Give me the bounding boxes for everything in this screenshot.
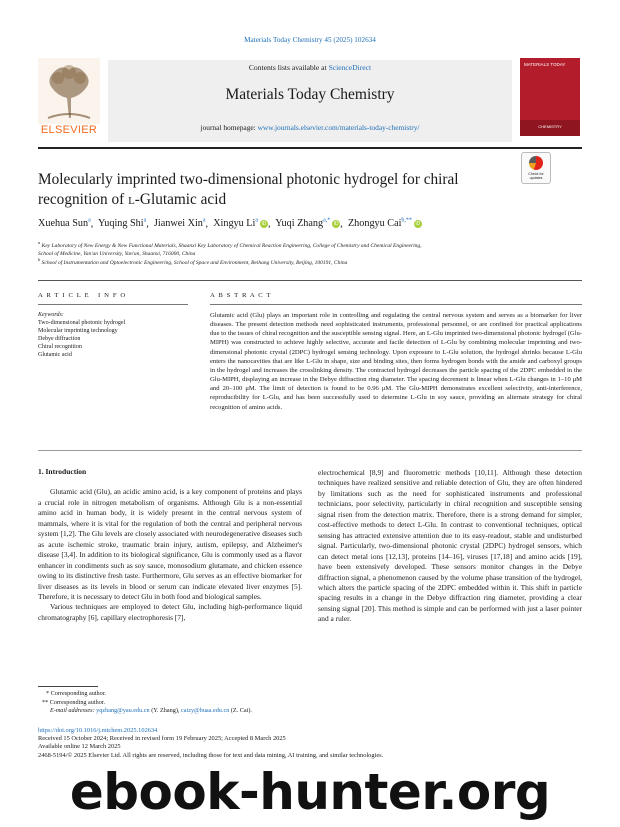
copyright: 2468-5194/© 2025 Elsevier Ltd. All rights are reserved, including those for text and data mining, AI training, and similar technologies. [38,751,384,759]
introduction-heading: 1. Introduction [38,467,87,476]
available-online: Available online 12 March 2025 [38,743,121,751]
check-updates-icon [529,156,543,170]
keyword: Two-dimensional photonic hydrogel [38,320,126,327]
journal-citation[interactable]: Materials Today Chemistry 45 (2025) 102634 [244,36,376,44]
footnote-emails [38,707,338,716]
abstract-heading: A B S T R A C T [210,292,272,299]
elsevier-wordmark: ELSEVIER [40,124,98,136]
email-link-zhang[interactable]: yqzhang@yau.edu.cn [96,707,150,715]
sciencedirect-link[interactable]: ScienceDirect [328,63,372,72]
author[interactable] [213,218,268,229]
abstract-text: Glutamic acid (Glu) plays an important role in controlling and regulating the central nervous system and serves as a biomarker for liver diseases. The present detection methods need sophisticated instruments, professional personnel, or are confined for practical applications due to the issues of chiral recognition and the susceptible sensing signal. Here, an L-Glu imprinted two-dimensional photonic hydrogel (Glu-MIPH) was constructed to achieve highly selective, accurate and facile detection of L-Glu by combining molecular imprinting and two-dimensional photonic crystal (2DPC) hydrogel sensing technology. Upon exposure to L-Glu solution, the hydrogel shrinks because L-Glu enters the nanocavities that are like L-Glu in shape, size and binding sites, then forms hydrogen bonds with the amide and carboxyl groups in the hydrogel and increases the crosslinking density. The contracted hydrogel decreases the particle spacing of the 2DPC embedded in the Glu-MIPH, displaying an increase in the Debye diffraction ring diameter. The spacing decrement is linear when L-Glu changes in 1–10 μM and 20–100 μM. The limit of detection is found to be 0.96 μM. The Glu-MIPH demonstrates excellent selectivity, anti-interference, reproducibility for L-Glu, and has been successfully used to determine L-Glu in soy sauce, providing an alternate strategy for chiral recognition of amino acids. [210,312,582,411]
author[interactable] [275,218,340,229]
email-owner-zhang: (Y. Zhang), [149,707,181,715]
author-name: Jianwei Xin [153,218,203,230]
author-name: Xingyu Li [213,218,256,230]
title-suffix: -Glutamic acid [134,191,227,208]
keywords-label: Keywords: [38,312,64,318]
intro-paragraph-2: Various techniques are employed to detect Glu, including high-performance liquid chromatography [6], capillary electrophoresis [7], [38,602,302,622]
article-footer [38,727,582,760]
author[interactable] [38,218,91,229]
contents-prefix: Contents lists available at [248,63,329,72]
header-rule [38,147,582,149]
received-dates: Received 15 October 2024; Received in revised form 19 February 2025; Accepted 8 March 2025 [38,735,286,743]
keyword: Debye diffraction [38,336,81,343]
title-l: l [128,191,135,208]
badge-line-2: updates [529,176,543,181]
right-column [318,468,582,625]
abstract-bottom-rule [38,450,582,451]
orcid-icon[interactable]: iD [333,221,339,228]
author-name: Xuehua Sun [38,218,89,230]
article-title [38,170,508,210]
orcid-icon[interactable]: iD [261,221,267,228]
author[interactable] [154,218,206,229]
keyword: Chiral recognition [38,344,82,351]
affiliation-rule [38,280,582,281]
author[interactable] [98,218,146,229]
author-name: Yuqing Shi [98,218,144,230]
footnote-corresponding-2: ** Corresponding author. [42,698,106,706]
author-affiliation-mark[interactable]: a [88,218,91,224]
email-label: E-mail addresses: [50,707,97,715]
author-name: Yuqi Zhang [275,218,324,230]
footnote-rule [38,686,98,687]
footnotes [38,690,338,716]
cover-title: MATERIALS TODAY [524,62,566,67]
check-updates-label [521,172,551,180]
left-column [38,467,302,623]
badge-line-1: Check for [528,172,544,176]
doi-link[interactable]: https://doi.org/10.1016/j.mtchem.2025.102634 [38,727,158,734]
abstract-rule [210,304,582,305]
journal-name: Materials Today Chemistry [225,86,395,103]
affiliation-b-text: School of Instrumentation and Optoelectronic Engineering, School of Space and Environment, Beihang University, Beijing, 100191, China [41,259,348,266]
intro-paragraph-1: Glutamic acid (Glu), an acidic amino acid, is a key component of proteins and plays a crucial role in nitrogen metabolism of organisms. Although Glu is a non-essential amino acid in human body, it is widely present in the central nervous system of mammals, where it is vital for the regulation of both the central and peripheral nervous system [1,2]. The Glu levels are closely associated with neurodegenerative diseases such as acute ischemic stroke, traumatic brain injury, autism, epilepsy, and Alzheimer's disease [3,4]. In addition to its biological significance, Glu is commonly used as a flavor enhancer in condiments such as soy sauce, monosodium glutamate, and chicken essence owing to its distinctive fresh taste. Furthermore, Glu serves as an effective biomarker for liver diseases as its levels in blood or serum can indicate elevated liver enzymes [5]. Therefore, it is necessary to detect Glu in both food and biological samples. [38,487,302,601]
author-list: Xuehua Sun$^a$, Yuqing Shi$^a$, Jianwei Xin$^a$, Xingyu Li$^a$iD , Yuqi Zhang$^{a,*}$iD , Zhongyu Cai$^{b,**}$iD [38,218,421,230]
info-rule [38,304,188,305]
title-prefix: recognition of [38,191,129,208]
intro-paragraph-3: electrochemical [8,9] and fluorometric methods [10,11]. Although these detection techniques have realized sensitive and reliable detection of Glu, they are often hindered by limitations such as the need for sophisticated instruments and professional technicians, poor selectivity, particularly in chiral recognition and susceptible sensing signal risen from the detection matrix. Therefore, there is a strong demand for simpler, cost-effective methods to detect L-Glu. In contrast to conventional techniques, optical sensing has attracted extensive attention due to its easy-readout, stable and undisturbed signal. Particularly, two-dimensional photonic crystal (2DPC) hydrogel sensors, which can detect metal ions [12,13], proteins [14–16], viruses [17,18] and amino acids [19], have been extensively developed. These sensors monitor changes in the Debye diffraction signal, a phenomenon caused by the volume phase transition of the hydrogel, which alters the particle spacing of the 2DPC embedded within it. This shift in particle spacing results in a change in the Debye diffraction ring diameter, providing a clear sensing signal [20]. This method is simple and can be performed with just a laser pointer and a ruler. [318,468,582,624]
keyword: Molecular imprinting technology [38,328,118,335]
title-line-1: Molecularly imprinted two-dimensional photonic hydrogel for chiral [38,171,459,188]
author-affiliation-mark[interactable]: b,** [401,218,412,224]
author-affiliation-mark[interactable]: a [143,218,147,224]
email-owner-cai: (Z. Cai). [229,707,252,715]
author-affiliation-mark[interactable]: a [202,218,206,224]
affiliation-a-mark: a [38,240,41,245]
keyword: Glutamic acid [38,352,72,359]
cover-subtitle: CHEMISTRY [538,124,562,129]
homepage-link[interactable]: www.journals.elsevier.com/materials-today-chemistry/ [257,123,420,132]
email-link-cai[interactable]: caizy@buaa.edu.cn [180,707,230,715]
keywords-block [38,311,188,360]
author-affiliation-mark[interactable]: a [255,218,259,224]
title-line-2 [38,190,508,210]
orcid-icon[interactable]: iD [415,221,421,228]
affiliation-a-line-1: Key Laboratory of New Energy & New Functional Materials, Shaanxi Key Laboratory of Chemical Reaction Engineering, College of Chemistry and Chemical Engineering, [41,242,422,249]
affiliation-b-mark: b [38,257,41,262]
author[interactable] [348,218,422,229]
affiliation-a-line-2: School of Medicine, Yan'an University, Yan'an, Shaanxi, 716000, China [38,251,196,258]
author-name: Zhongyu Cai [347,218,402,230]
article-info-heading: A R T I C L E I N F O [38,292,127,299]
footnote-corresponding-1: * Corresponding author. [46,690,106,697]
homepage-prefix: journal homepage: [200,123,258,132]
homepage-line [108,123,512,132]
author-affiliation-mark[interactable]: a,* [323,218,331,224]
contents-line [108,63,512,72]
watermark: ebook-hunter.org [69,763,551,821]
affiliation-b [38,256,582,267]
